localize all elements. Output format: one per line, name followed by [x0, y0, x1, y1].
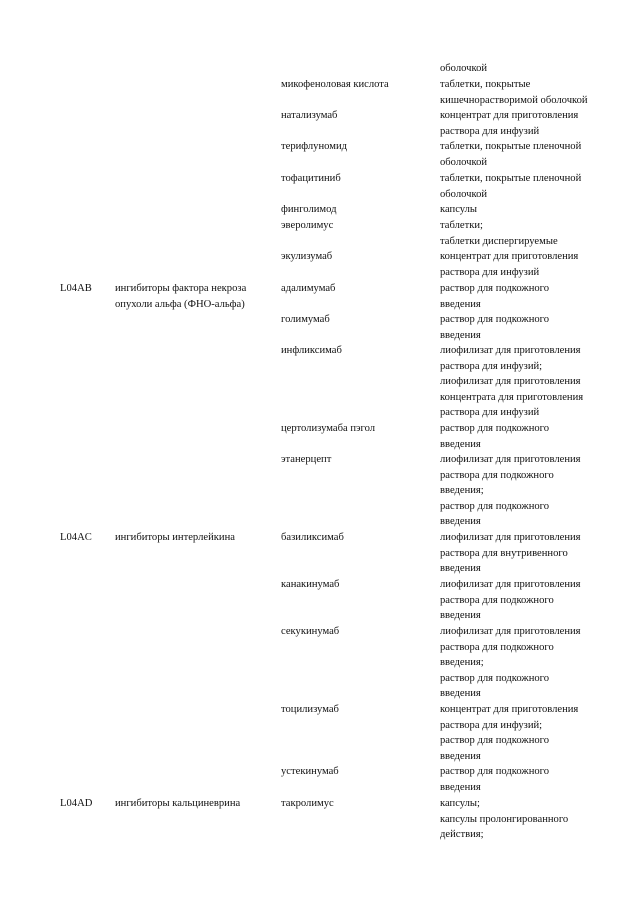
drug-name: натализумаб	[281, 110, 338, 121]
dosage-forms: оболочкой	[440, 188, 488, 200]
atc-code: L04AD	[60, 798, 93, 809]
dosage-forms-cell	[440, 577, 636, 624]
drug-name-cell	[281, 139, 431, 155]
dosage-forms: раствора для подкожного	[440, 469, 554, 481]
dosage-forms-cell	[440, 452, 636, 530]
dosage-forms: лиофилизат для приготовления	[440, 376, 581, 388]
dosage-forms: таблетки, покрытые	[440, 79, 531, 90]
dosage-forms-cell	[440, 171, 636, 202]
dosage-forms-cell	[440, 421, 636, 452]
dosage-forms: действия;	[440, 829, 484, 841]
dosage-forms-cell	[440, 61, 636, 77]
dosage-forms-cell	[440, 108, 636, 139]
drug-name: цертолизумаба пэгол	[281, 423, 376, 434]
dosage-forms-cell	[440, 218, 636, 249]
dosage-forms: введения	[440, 781, 481, 793]
drug-name: канакинумаб	[281, 579, 340, 590]
dosage-forms: таблетки, покрытые пленочной	[440, 141, 582, 152]
drug-name: этанерцепт	[281, 454, 332, 465]
drug-name-cell	[281, 764, 431, 780]
dosage-forms: раствора для инфузий;	[440, 719, 543, 731]
pharmacological-group-cell	[115, 796, 275, 812]
dosage-forms: лиофилизат для приготовления	[440, 532, 581, 543]
drug-name: голимумаб	[281, 314, 330, 325]
dosage-forms: оболочкой	[440, 156, 488, 168]
dosage-forms-cell	[440, 281, 636, 312]
drug-name: экулизумаб	[281, 251, 333, 262]
dosage-forms: оболочкой	[440, 63, 488, 74]
dosage-forms-cell	[440, 249, 636, 280]
drug-name-cell	[281, 421, 431, 437]
drug-name: эверолимус	[281, 220, 334, 231]
atc-code-cell	[60, 796, 112, 812]
pharmacological-group-cell	[115, 530, 275, 546]
drug-name-cell	[281, 171, 431, 187]
dosage-forms: таблетки, покрытые пленочной	[440, 173, 582, 184]
dosage-forms: концентрат для приготовления	[440, 110, 579, 121]
drug-name-cell	[281, 218, 431, 234]
drug-name-cell	[281, 77, 431, 93]
dosage-forms: раствор для подкожного	[440, 423, 550, 434]
drug-name-cell	[281, 624, 431, 640]
drug-name: базиликсимаб	[281, 532, 344, 543]
atc-code-cell	[60, 530, 112, 546]
drug-name: микофеноловая кислота	[281, 79, 389, 90]
drug-name-cell	[281, 312, 431, 328]
dosage-forms-cell	[440, 764, 636, 795]
dosage-forms: раствор для подкожного	[440, 314, 550, 325]
dosage-forms: раствор для подкожного	[440, 766, 550, 777]
dosage-forms: раствора для инфузий;	[440, 360, 543, 372]
drug-name: такролимус	[281, 798, 334, 809]
drug-name-cell	[281, 577, 431, 593]
dosage-forms: раствор для подкожного	[440, 283, 550, 294]
drug-name: терифлуномид	[281, 141, 348, 152]
pharmacological-group: ингибиторы интерлейкина	[115, 532, 235, 543]
dosage-forms: раствор для подкожного	[440, 735, 550, 747]
dosage-forms: раствора для инфузий	[440, 125, 540, 137]
drug-name-cell	[281, 281, 431, 297]
dosage-forms-cell	[440, 624, 636, 702]
dosage-forms: концентрат для приготовления	[440, 251, 579, 262]
dosage-forms-cell	[440, 77, 636, 108]
dosage-forms: лиофилизат для приготовления	[440, 454, 581, 465]
dosage-forms: введения	[440, 298, 481, 310]
dosage-forms: раствор для подкожного	[440, 500, 550, 512]
pharmacological-group: ингибиторы кальциневрина	[115, 798, 241, 809]
dosage-forms: капсулы пролонгированного	[440, 813, 569, 825]
dosage-forms: раствор для подкожного	[440, 672, 550, 684]
dosage-forms: введения	[440, 516, 481, 528]
atc-code: L04AB	[60, 283, 92, 294]
drug-name-cell	[281, 796, 431, 812]
dosage-forms: введения	[440, 610, 481, 622]
drug-name: финголимод	[281, 204, 337, 215]
pharmacological-group: ингибиторы фактора некроза	[115, 283, 247, 294]
drug-name-cell	[281, 249, 431, 265]
atc-code: L04AC	[60, 532, 92, 543]
dosage-forms-cell	[440, 796, 636, 843]
drug-name: секукинумаб	[281, 626, 340, 637]
dosage-forms: раствора для подкожного	[440, 641, 554, 653]
pharmacological-group: опухоли альфа (ФНО-альфа)	[115, 298, 245, 310]
dosage-forms-cell	[440, 312, 636, 343]
drug-name: тофацитиниб	[281, 173, 341, 184]
dosage-forms: раствора для подкожного	[440, 594, 554, 606]
dosage-forms-cell	[440, 702, 636, 764]
dosage-forms: капсулы;	[440, 798, 480, 809]
dosage-forms: раствора для инфузий	[440, 266, 540, 278]
drug-name: адалимумаб	[281, 283, 336, 294]
dosage-forms: раствора для внутривенного	[440, 547, 568, 559]
drug-name-cell	[281, 530, 431, 546]
drug-name: инфликсимаб	[281, 345, 342, 356]
dosage-forms: кишечнорастворимой оболочкой	[440, 94, 588, 106]
dosage-forms: введения;	[440, 485, 484, 497]
atc-code-cell	[60, 281, 112, 297]
dosage-forms: введения	[440, 563, 481, 575]
drug-name-cell	[281, 702, 431, 718]
dosage-forms-cell	[440, 139, 636, 170]
dosage-forms: лиофилизат для приготовления	[440, 345, 581, 356]
dosage-forms: капсулы	[440, 204, 478, 215]
dosage-forms: концентрата для приготовления	[440, 391, 584, 403]
dosage-forms: таблетки диспергируемые	[440, 235, 558, 247]
dosage-forms: раствора для инфузий	[440, 407, 540, 419]
dosage-forms: введения;	[440, 657, 484, 669]
dosage-forms: лиофилизат для приготовления	[440, 579, 581, 590]
dosage-forms-cell	[440, 202, 636, 218]
dosage-forms: введения	[440, 750, 481, 762]
dosage-forms: введения	[440, 329, 481, 341]
dosage-forms: таблетки;	[440, 220, 483, 231]
dosage-forms: введения	[440, 438, 481, 450]
drug-name-cell	[281, 108, 431, 124]
dosage-forms-cell	[440, 530, 636, 577]
dosage-forms: введения	[440, 688, 481, 700]
drug-name: тоцилизумаб	[281, 704, 339, 715]
dosage-forms-cell	[440, 343, 636, 421]
pharmacological-group-cell	[115, 281, 275, 312]
dosage-forms: лиофилизат для приготовления	[440, 626, 581, 637]
drug-name-cell	[281, 202, 431, 218]
dosage-forms: концентрат для приготовления	[440, 704, 579, 715]
drug-name-cell	[281, 452, 431, 468]
drug-name-cell	[281, 343, 431, 359]
drug-name: устекинумаб	[281, 766, 339, 777]
